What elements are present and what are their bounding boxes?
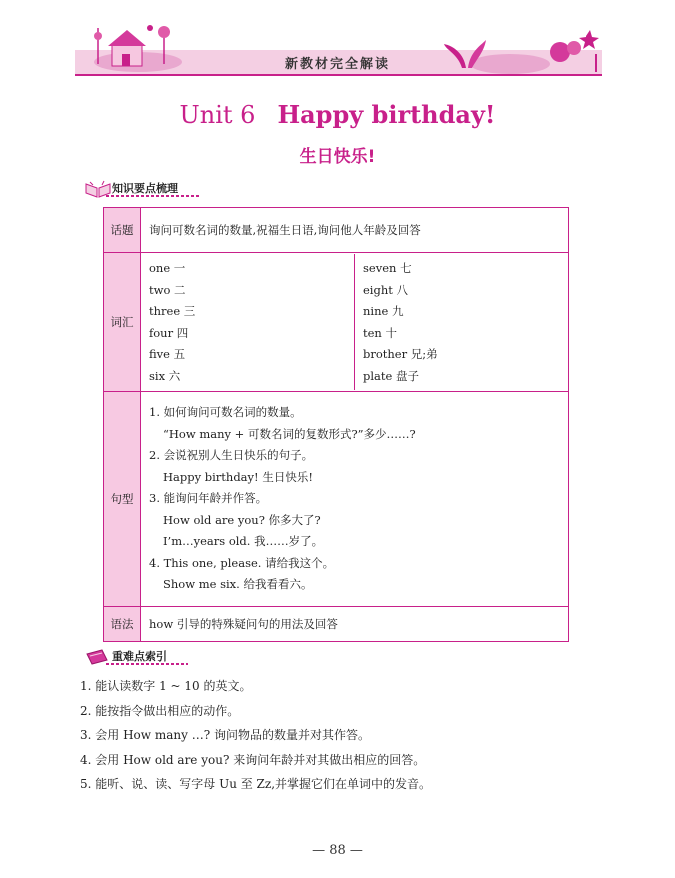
- sentence-line: I’m…years old. 我……岁了。: [163, 534, 324, 549]
- vocab-item: one 一: [149, 261, 186, 275]
- unit-subtitle: 生日快乐!: [299, 147, 376, 167]
- section-keypoints-heading: [84, 648, 224, 668]
- unit-title-english: Happy birthday!: [277, 100, 496, 129]
- sentence-line: 1. 如何询问可数名词的数量。: [149, 405, 302, 420]
- vocab-item: ten 十: [363, 325, 397, 340]
- page-number: — 88 —: [312, 843, 363, 858]
- unit-title: [0, 100, 675, 129]
- sentence-line: 3. 能询问年龄并作答。: [149, 491, 268, 506]
- topic-label: 话题: [104, 208, 141, 253]
- sentence-cell: [141, 392, 569, 607]
- vocab-item: two 二: [149, 282, 186, 297]
- list-item: 5. 能听、说、读、写字母 Uu 至 Zz,并掌握它们在单词中的发音。: [80, 777, 432, 791]
- section-knowledge-label: 知识要点梳理: [112, 182, 178, 195]
- vocab-item: brother 兄;弟: [363, 347, 438, 361]
- knowledge-table: [103, 207, 569, 642]
- sentence-line: Happy birthday! 生日快乐!: [163, 469, 313, 484]
- vocab-cell: [141, 253, 569, 392]
- section-knowledge-heading: [84, 180, 224, 200]
- sentence-line: 4. This one, please. 请给我这个。: [149, 555, 335, 570]
- list-item: 3. 会用 How many …? 询问物品的数量并对其作答。: [80, 728, 370, 742]
- sentence-line: “How many + 可数名词的复数形式?”多少……?: [163, 426, 416, 441]
- topic-text: 询问可数名词的数量,祝福生日语,询问他人年龄及回答: [141, 208, 569, 253]
- section-keypoints-underline: [106, 663, 188, 665]
- vocab-label: 词汇: [104, 253, 141, 392]
- key-points-list: [80, 674, 431, 797]
- sentence-label: 句型: [104, 392, 141, 607]
- list-item: 2. 能按指令做出相应的动作。: [80, 703, 240, 718]
- vocab-column-left: [141, 254, 354, 390]
- table-row-vocab: [104, 253, 569, 392]
- unit-number: Unit 6: [179, 101, 256, 129]
- list-item: 1. 能认读数字 1 ~ 10 的英文。: [80, 679, 252, 693]
- vocab-item: plate 盘子: [363, 368, 419, 383]
- table-row-topic: [104, 208, 569, 253]
- book-header-title: 新教材完全解读: [284, 57, 390, 72]
- vocab-item: nine 九: [363, 304, 404, 318]
- vocab-item: three 三: [149, 304, 196, 318]
- vocab-item: four 四: [149, 325, 189, 340]
- table-row-sentences: [104, 392, 569, 607]
- grammar-label: 语法: [104, 607, 141, 642]
- table-row-grammar: [104, 607, 569, 642]
- vocab-column-right: [354, 254, 567, 390]
- vocab-item: seven 七: [363, 261, 412, 275]
- grammar-text: how 引导的特殊疑问句的用法及回答: [141, 607, 569, 642]
- vocab-item: five 五: [149, 347, 186, 361]
- sentence-line: Show me six. 给我看看六。: [163, 577, 313, 592]
- vocab-item: eight 八: [363, 282, 409, 297]
- sentence-line: 2. 会说祝别人生日快乐的句子。: [149, 448, 314, 463]
- sentence-line: How old are you? 你多大了?: [163, 512, 321, 527]
- list-item: 4. 会用 How old are you? 来询问年龄并对其做出相应的回答。: [80, 752, 426, 767]
- section-knowledge-underline: [106, 195, 201, 197]
- section-keypoints-label: 重难点索引: [112, 650, 167, 663]
- vocab-item: six 六: [149, 368, 181, 383]
